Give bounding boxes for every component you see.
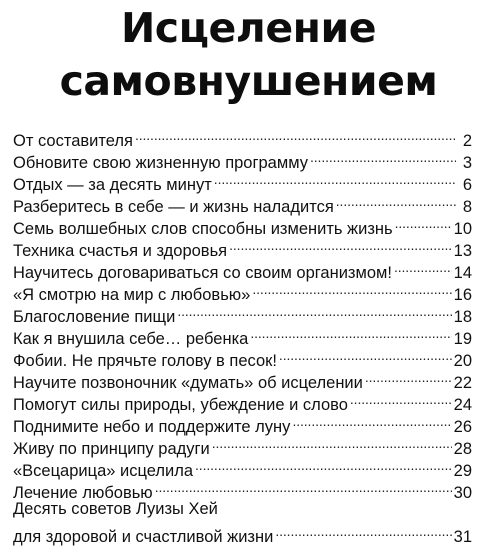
toc-entry-page: 3 (462, 154, 472, 172)
toc-entry-title: Лечение любовью (13, 484, 153, 502)
toc-entry-title: Благословение пищи (13, 308, 176, 326)
toc-dot-leader (155, 476, 452, 498)
toc-dot-leader (195, 454, 452, 476)
toc-dot-leader (310, 146, 456, 168)
toc-entry-title: От составителя (13, 132, 133, 150)
toc-entry-title-continued: для здоровой и счастливой жизни (13, 528, 274, 546)
toc-entry-page: 10 (453, 220, 472, 238)
toc-dot-leader (214, 168, 456, 190)
toc-dot-leader (395, 212, 452, 234)
toc-entry-title: Десять советов Луизы Хей (13, 500, 218, 518)
toc-dot-leader (394, 256, 452, 278)
toc-entry (13, 124, 472, 150)
toc-entry-page: 29 (453, 462, 472, 480)
toc-dot-leader (252, 278, 451, 300)
toc-entry-page: 30 (453, 484, 472, 502)
toc-entry-title: Поднимите небо и поддержите луну (13, 418, 291, 436)
book-title-line-2: самовнушением (59, 57, 438, 105)
book-title-line-1: Исцеление (120, 4, 376, 52)
toc-entry-page: 18 (453, 308, 472, 326)
toc-entry-title: Помогут силы природы, убеждение и слово (13, 396, 348, 414)
toc-entry-page: 26 (453, 418, 472, 436)
toc-entry-title: «Всецарица» исцелила (13, 462, 194, 480)
toc-dot-leader (279, 344, 452, 366)
toc-entry-page: 19 (453, 330, 472, 348)
toc-dot-leader (177, 300, 451, 322)
toc-dot-leader (229, 234, 452, 256)
toc-entry-page: 8 (462, 198, 472, 216)
toc-entry-page: 2 (462, 132, 472, 150)
toc-entry-last-line-1 (13, 498, 472, 520)
toc-dot-leader (336, 190, 456, 212)
toc-dot-leader (250, 322, 451, 344)
toc-entry-title: Отдых — за десять минут (13, 176, 212, 194)
toc-dot-leader (350, 388, 452, 410)
toc-entry-title: Фобии. Не прячьте голову в песок! (13, 352, 277, 370)
toc-entry-page: 31 (453, 528, 472, 546)
toc-entry-page: 13 (453, 242, 472, 260)
toc-entry-page: 22 (453, 374, 472, 392)
toc-entry-page: 14 (453, 264, 472, 282)
toc-entry-page: 24 (453, 396, 472, 414)
table-of-contents (13, 124, 472, 546)
toc-entry-title: «Я смотрю на мир с любовью» (13, 286, 251, 304)
toc-entry-last-line-2 (13, 520, 472, 546)
toc-entry-page: 16 (453, 286, 472, 304)
toc-dot-leader (292, 410, 451, 432)
toc-entry-title: Как я внушила себе… ребенка (13, 330, 249, 348)
toc-entry-title: Разберитесь в себе — и жизнь наладится (13, 198, 334, 216)
toc-dot-leader (365, 366, 452, 388)
toc-entry-page: 6 (462, 176, 472, 194)
toc-entry-title: Живу по принципу радуги (13, 440, 210, 458)
toc-dot-leader (135, 124, 456, 146)
toc-entry-page: 28 (453, 440, 472, 458)
toc-entry-title: Научитесь договариваться со своим организмом! (13, 264, 392, 282)
toc-entry-title: Научите позвоночник «думать» об исцелении (13, 374, 363, 392)
toc-entry-title: Техника счастья и здоровья (13, 242, 228, 260)
toc-dot-leader (275, 520, 451, 542)
toc-entry-title: Семь волшебных слов способны изменить жизнь (13, 220, 393, 238)
toc-dot-leader (212, 432, 452, 454)
toc-entry-page: 20 (453, 352, 472, 370)
toc-entry-title: Обновите свою жизненную программу (13, 154, 308, 172)
